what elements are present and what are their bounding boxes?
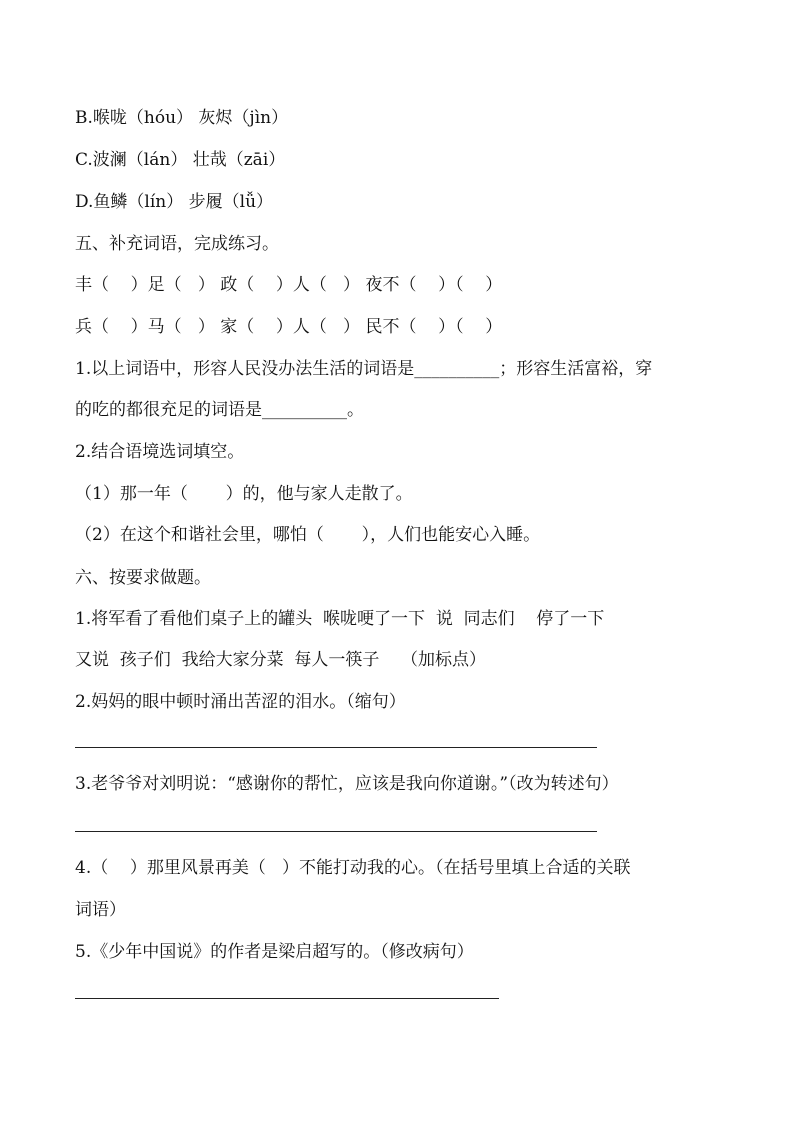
- question-6-3: 3.老爷爷对刘明说：“感谢你的帮忙，应该是我向你道谢。”（改为转述句）: [75, 774, 619, 794]
- idiom-row-2: 兵（ ）马（ ） 家（ ）人（ ） 民不（ ）（ ）: [75, 317, 503, 337]
- question-6-4-line-2: 词语）: [75, 900, 126, 920]
- question-5-1-line-2: 的吃的都很充足的词语是__________。: [75, 400, 364, 420]
- option-d: D.鱼鳞（lín） 步履（lǚ）: [75, 192, 274, 212]
- question-6-1-line-2: 又说 孩子们 我给大家分菜 每人一筷子 （加标点）: [75, 650, 487, 670]
- question-5-2: 2.结合语境选词填空。: [75, 442, 245, 462]
- answer-line-6-2: [75, 747, 597, 748]
- answer-line-6-5: [75, 998, 499, 999]
- section-six-heading: 六、按要求做题。: [75, 568, 211, 588]
- question-6-2: 2.妈妈的眼中顿时涌出苦涩的泪水。（缩句）: [75, 692, 406, 712]
- question-6-1-line-1: 1.将军看了看他们桌子上的罐头 喉咙哽了一下 说 同志们 停了一下: [75, 609, 605, 629]
- question-6-5: 5.《少年中国说》的作者是梁启超写的。（修改病句）: [75, 942, 474, 962]
- idiom-row-1: 丰（ ）足（ ） 政（ ）人（ ） 夜不（ ）（ ）: [75, 275, 503, 295]
- answer-line-6-3: [75, 831, 597, 832]
- section-five-heading: 五、补充词语，完成练习。: [75, 234, 279, 254]
- question-6-4-line-1: 4.（ ）那里风景再美（ ）不能打动我的心。（在括号里填上合适的关联: [75, 858, 631, 878]
- option-b: B.喉咙（hóu） 灰烬（jìn）: [75, 108, 289, 128]
- option-c: C.波澜（lán） 壮哉（zāi）: [75, 150, 286, 170]
- question-5-1-line-1: 1.以上词语中，形容人民没办法生活的词语是__________；形容生活富裕，穿: [75, 359, 653, 379]
- question-5-2-item-2: （2）在这个和谐社会里，哪怕（ ），人们也能安心入睡。: [75, 525, 541, 545]
- question-5-2-item-1: （1）那一年（ ）的，他与家人走散了。: [75, 484, 413, 504]
